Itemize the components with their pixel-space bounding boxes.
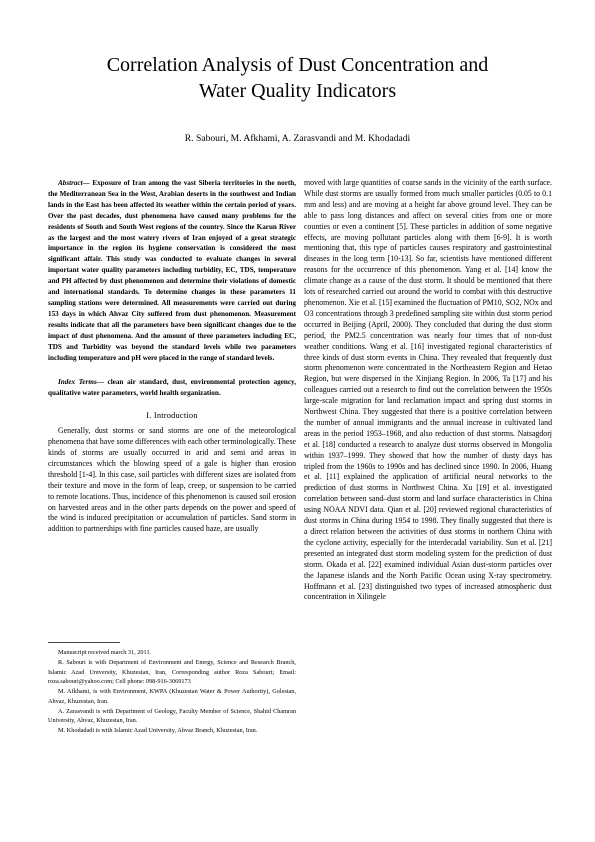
- footnote-received: Manuscript received march 31, 2011.: [58, 649, 152, 656]
- author-list: R. Sabouri, M. Afkhami, A. Zarasvandi and M. Khodadadi: [184, 133, 411, 144]
- footnote-author-1: R. Sabouri is with Department of Environment and Energy, Science and Research Branch, Islamic Azad University, Khuzestan, Iran, Corresponding author Roza Sabouri; Email: roza.sabouri@yahoo.com; Cell phone: 098-916-3069173: [48, 659, 296, 686]
- index-terms-text: clean air standard, dust, environmental protection agency, qualitative water parameters, world health organization.: [48, 378, 296, 398]
- abstract-text: Exposure of Iran among the vast Siberia territories in the north, the Mediterranean Sea in the West, Arabian deserts in the southwest and Indian lands in the East has been affected its weather within the certain period of years. Over the past decades, dust phenomena have caused many problems for the residents of South and South West regions of the country. Since the Karun River as the largest and the most watery rivers of Iran enjoyed of a great strategic importance in the region its hygiene conservation is considered the most significant affair. This study was conducted to evaluate changes in several important water quality parameters including turbidity, EC, TDS, temperature and PH affected by dust phenomenon and determine their violations of domestic and international standards. To determine changes in these parameters 11 sampling stations were determined. All measurements were carried out during 153 days in which Ahvaz City suffered from dust phenomenon. Measurement results indicate that all the parameters have been significant changes due to the impact of dust phenomena. And the amount of three parameters including EC, TDS and Turbidity was beyond the standard levels while two parameters including temperature and pH were placed in the range of standard levels.: [48, 179, 296, 362]
- paper-title: [40, 52, 555, 104]
- index-terms-lead: Index Terms—: [58, 378, 104, 387]
- footnote-author-2: M. Afkhami, is with Environment, KWPA (Khuzestan Water & Power Authority), Golestan, Ahvaz, Khuzestan, Iran.: [48, 688, 296, 705]
- right-column: [304, 178, 552, 603]
- right-column-paragraph: moved with large quantities of coarse sands in the vicinity of the earth surface. While dust storms are usually formed from much smaller particles (0.05 to 0.1 mm and less) and are moving at a height far above ground level. They can be able to pass long distances and affect on several cities from one or more counties or even a continent [5]. These particles in addition of some negative effects, are moving pollutant particles along with them [6-9]. It is worth mentioning that, this type of particles causes respiratory and gastrointestinal diseases in the long term [10-13]. So far, scientists have mentioned different reasons for the occurrence of this phenomenon. Yang et al. [14] know the climate change as a cause of the dust storm. It should be mentioned that there lots of researched carried out around the world to combat with this destructive phenomenon. Xie et al. [15] examined the fluctuation of PM10, SO2, NOx and O3 concentrations through 3 predefined sampling site within dust storm period occurred in Beijing (April, 2000). They concluded that during the dust storm period, the PM2.5 concentration was nearly four times that of non-dust weather conditions. Wang et al. [16] investigated regional characteristics of three kinds of dust storm events in China. They revealed that frequently dust storm phenomenon were concentrated in the Northeastern Region and Hetao Region, but were dispersed in the Xinjiang Region. In 2006, Ta [17] and his colleagues carried out a research to find out the correlation between the 1950s large-scale migration for land reclamation impact and spring dust storms in Northwest China. They suggested that there is a positive correlation between the number of annual immigrants and the annual increase in cultivated land areas in the period 1953–1968, and also reduction of dust storms. Natsagdorj et al. [18] conducted a research to analyze dust storms observed in Mongolia within 1937–1999. They showed that how the number of dusty days has tripled from the 1960s to 1990s and has declined since 1990. In 2006, Huang et al. [11] explained the application of artificial neural networks to the prediction of dust storms in Northwest China. Xu [19] et al. investigated correlation between sand–dust storm and land surface characteristics in China using NOAA NDVI data. Qian et al. [20] reviewed regional characteristics of dust storms in China during 1954 to 1998. They finally suggested that there is a direct relation between the activities of dust storms in northern China with the cyclone activity, especially for the interdecadal variability. Sun et al. [21] presented an integrated dust storm modeling system for the prediction of dust storm. Okada et al. [22] examined individual Asian dust-storm particles over the Japanese islands and the North Pacific Ocean using X-ray spectrometry. Hoffmann et al. [23] distinguished two types of increased atmospheric dust concentration in Xilingele: [304, 178, 552, 602]
- index-terms: [48, 377, 296, 399]
- footnote-divider: [48, 642, 120, 643]
- abstract-lead: Abstract—: [58, 179, 90, 187]
- paper-title-line-2: Water Quality Indicators: [198, 80, 397, 102]
- introduction-paragraph: Generally, dust storms or sand storms are one of the meteorological phenomena that have some differences with each other terminologically. These kinds of storms are usually occurred in arid and semi arid areas in circumstances which the blowing speed of a gale is higher than erosion threshold [1-4]. In this case, soil particles with different sizes are isolated from their texture and move in the form of leap, creep, or suspension to be carried to remote locations. Thus, incidence of this phenomenon is caused soil erosion on harvested areas and in the other parts depends on the power and speed of the wind is induced precipitation or accumulation of particles. Sand storm in addition to partnerships with fine particles caused haze, are usually: [48, 426, 296, 534]
- footnote-author-4: M. Khodadadi is with Islamic Azad University, Ahvaz Branch, Khuzestan, Iran.: [58, 727, 258, 735]
- left-column: [48, 178, 296, 535]
- section-heading-introduction: I. Introduction: [146, 411, 198, 421]
- footnotes: [48, 648, 296, 736]
- footnote-author-3: A. Zarasvandi is with Department of Geology, Faculty Member of Science, Shahid Chamran University, Ahvaz, Khuzestan, Iran.: [48, 707, 296, 725]
- abstract: [48, 178, 296, 363]
- paper-title-line-1: Correlation Analysis of Dust Concentration and: [106, 54, 489, 76]
